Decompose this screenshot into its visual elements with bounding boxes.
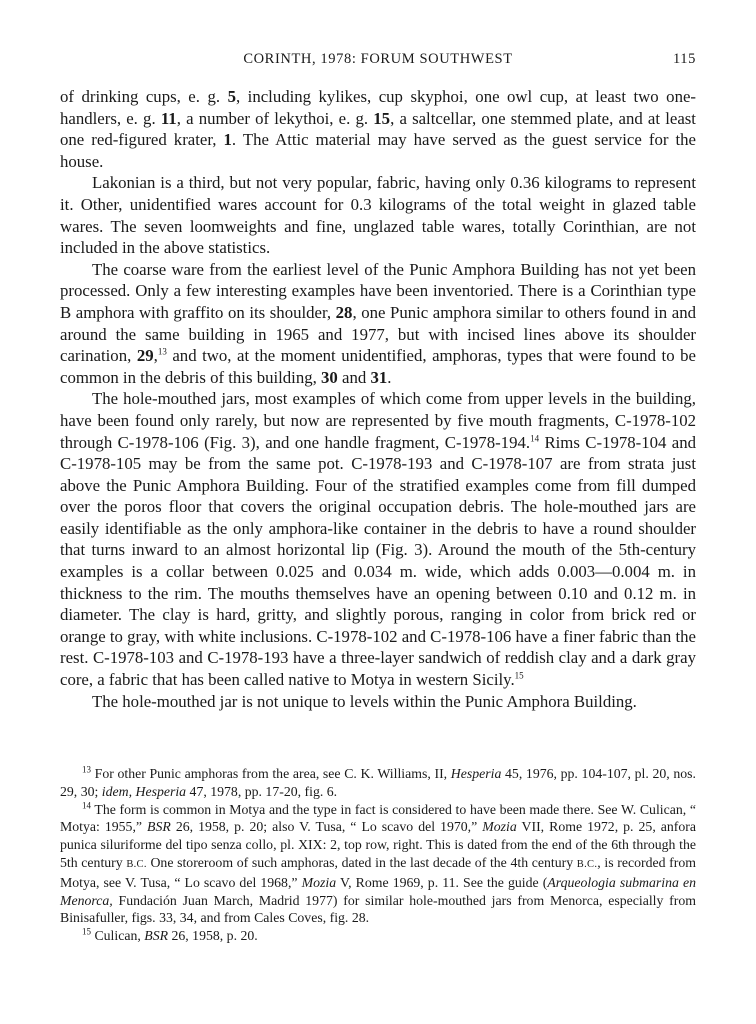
catalogue-number: 30 <box>321 367 338 387</box>
catalogue-number: 5 <box>227 87 236 106</box>
journal-title: Mozia <box>301 874 337 890</box>
running-head-title: CORINTH, 1978: FORUM SOUTHWEST <box>243 51 513 67</box>
text-run: 26, 1958, p. 20. <box>168 928 258 944</box>
body-text <box>60 86 696 712</box>
journal-title: Mozia <box>482 819 517 835</box>
catalogue-number: 1 <box>223 130 232 150</box>
era-abbreviation: B.C. <box>576 858 598 870</box>
era-abbreviation: B.C. <box>126 858 147 870</box>
footnote-14 <box>60 801 696 928</box>
journal-title: BSR <box>144 928 169 944</box>
text-run: Fundación Juan March, Madrid 1977) for similar hole-mouthed jars from Menorca, especially from Binisafuller, figs. 33, 34, and from Cales Coves, fig. 28. <box>60 892 696 926</box>
footnote-ref[interactable]: 13 <box>157 346 167 357</box>
text-run: 47, 1978, pp. 17-20, fig. 6. <box>186 783 338 799</box>
catalogue-number: 29 <box>136 346 154 366</box>
text-run: 45, 1976, pp. 104-107, pl. 20, nos. 29, 30; <box>60 766 696 799</box>
text-run: . <box>387 367 392 387</box>
text-run: , <box>153 346 158 366</box>
catalogue-number: 11 <box>160 108 177 128</box>
text-run: V, Rome 1969, p. 11. See the guide ( <box>336 874 548 890</box>
journal-title: Hesperia <box>450 766 502 781</box>
footnote-ref[interactable]: 14 <box>530 432 540 443</box>
text-run: The hole-mouthed jars, most examples of which come from upper levels in the building, have been found only rarely, but now are represented by five mouth fragments, C-1978-102 through C-1978-106 (Fig. 3), and one handle fragment, C-1978-194. <box>60 389 696 452</box>
text-run: , is recorded from Motya, see V. Tusa, “ Lo scavo del 1968,” <box>60 854 696 890</box>
book-title: Arqueologia submarina en Menorca, <box>60 874 697 908</box>
paragraph-5: The hole-mouthed jar is not unique to levels within the Punic Amphora Building. <box>92 691 637 711</box>
text-run: Culican, <box>91 928 145 944</box>
catalogue-number: 31 <box>370 367 388 387</box>
footnotes <box>60 765 696 945</box>
footnote-15 <box>60 927 696 945</box>
journal-title: BSR <box>147 819 171 835</box>
page-number: 115 <box>672 51 696 67</box>
footnote-number: 13 <box>82 764 91 775</box>
catalogue-number: 15 <box>373 108 391 128</box>
text-run: , including kylikes, cup skyphoi, one owl cup, at least two one-handlers, e. g. <box>60 87 697 128</box>
paragraph-1 <box>60 86 696 172</box>
text-run: The coarse ware from the earliest level of the Punic Amphora Building has not yet been processed. Only a few interesting examples have been inventoried. There is a Corinthian type B amphora with graffito on its shoulder, <box>60 259 696 322</box>
text-run: For other Punic amphoras from the area, see C. K. Williams, II, <box>91 766 451 781</box>
text-run: 26, 1958, p. 20; also V. Tusa, “ Lo scavo del 1970,” <box>170 819 483 835</box>
catalogue-number: 28 <box>335 302 353 322</box>
text-run: , a number of lekythoi, e. g. <box>176 108 374 128</box>
text-run: , a saltcellar, one stemmed plate, and at least one red-figured krater, <box>60 108 696 150</box>
paragraph-4 <box>60 388 696 690</box>
footnote-13 <box>60 765 696 801</box>
paragraph-2: Lakonian is a third, but not very popular, fabric, having only 0.36 kilograms to represent it. Other, unidentified wares account for 0.3 kilograms of the total weight in glazed table wares. The seven loomweights and fine, unglazed table wares, totally Corinthian, are not included in the above statistics. <box>60 173 696 258</box>
text-run: VII, Rome 1972, p. 25, anfora punica siluriforme del tipo senza collo, pl. XIX: 2, top row, right. This is dated from the end of the 6th through the 5th century <box>60 819 697 870</box>
text-run: Rims C-1978-104 and C-1978-105 may be from the same pot. C-1978-193 and C-1978-107 are from strata just above the Punic Amphora Building. Four of the stratified examples come from fill dumped over the poros floor that covers the original occupation debris. The hole-mouthed jars are easily identifiable as the only amphora-like container in the debris to have a round shoulder that turns inward to an almost horizontal lip (Fig. 3). Around the mouth of the 5th-century examples is a collar between 0.025 and 0.034 m. wide, which adds 0.003—0.004 m. in thickness to the rim. The mouths themselves have an opening between 0.10 and 0.12 m. in diameter. The clay is hard, gritty, and slightly porous, ranging in color from brick red or orange to gray, with white inclusions. C-1978-102 and C-1978-106 have a finer fabric than the rest. C-1978-103 and C-1978-193 have a three-layer sandwich of reddish clay and a dark gray core, a fabric that has been called native to Motya in western Sicily. <box>60 432 697 690</box>
text-run: One storeroom of such amphoras, dated in the last decade of the 4th century <box>146 854 577 870</box>
running-head <box>60 51 696 71</box>
text-run: and <box>337 367 371 387</box>
text-run: The form is common in Motya and the type in fact is considered to have been made there. See W. Culican, “ Motya: 1955,” <box>60 801 696 835</box>
text-run: , one Punic amphora similar to others found in and around the same building in 1965 and 1977, but with incised lines above its shoulder carination, <box>60 302 696 366</box>
text-run: of drinking cups, e. g. <box>60 87 228 106</box>
paragraph-3 <box>60 259 696 389</box>
text-run: and two, at the moment unidentified, amphoras, types that were found to be common in the debris of this building, <box>60 346 696 387</box>
footnote-number: 15 <box>82 926 91 937</box>
footnote-ref[interactable]: 15 <box>514 670 524 681</box>
text-run: . The Attic material may have served as the guest service for the house. <box>60 130 696 171</box>
journal-title: idem, Hesperia <box>101 783 187 799</box>
footnote-number: 14 <box>82 800 91 810</box>
